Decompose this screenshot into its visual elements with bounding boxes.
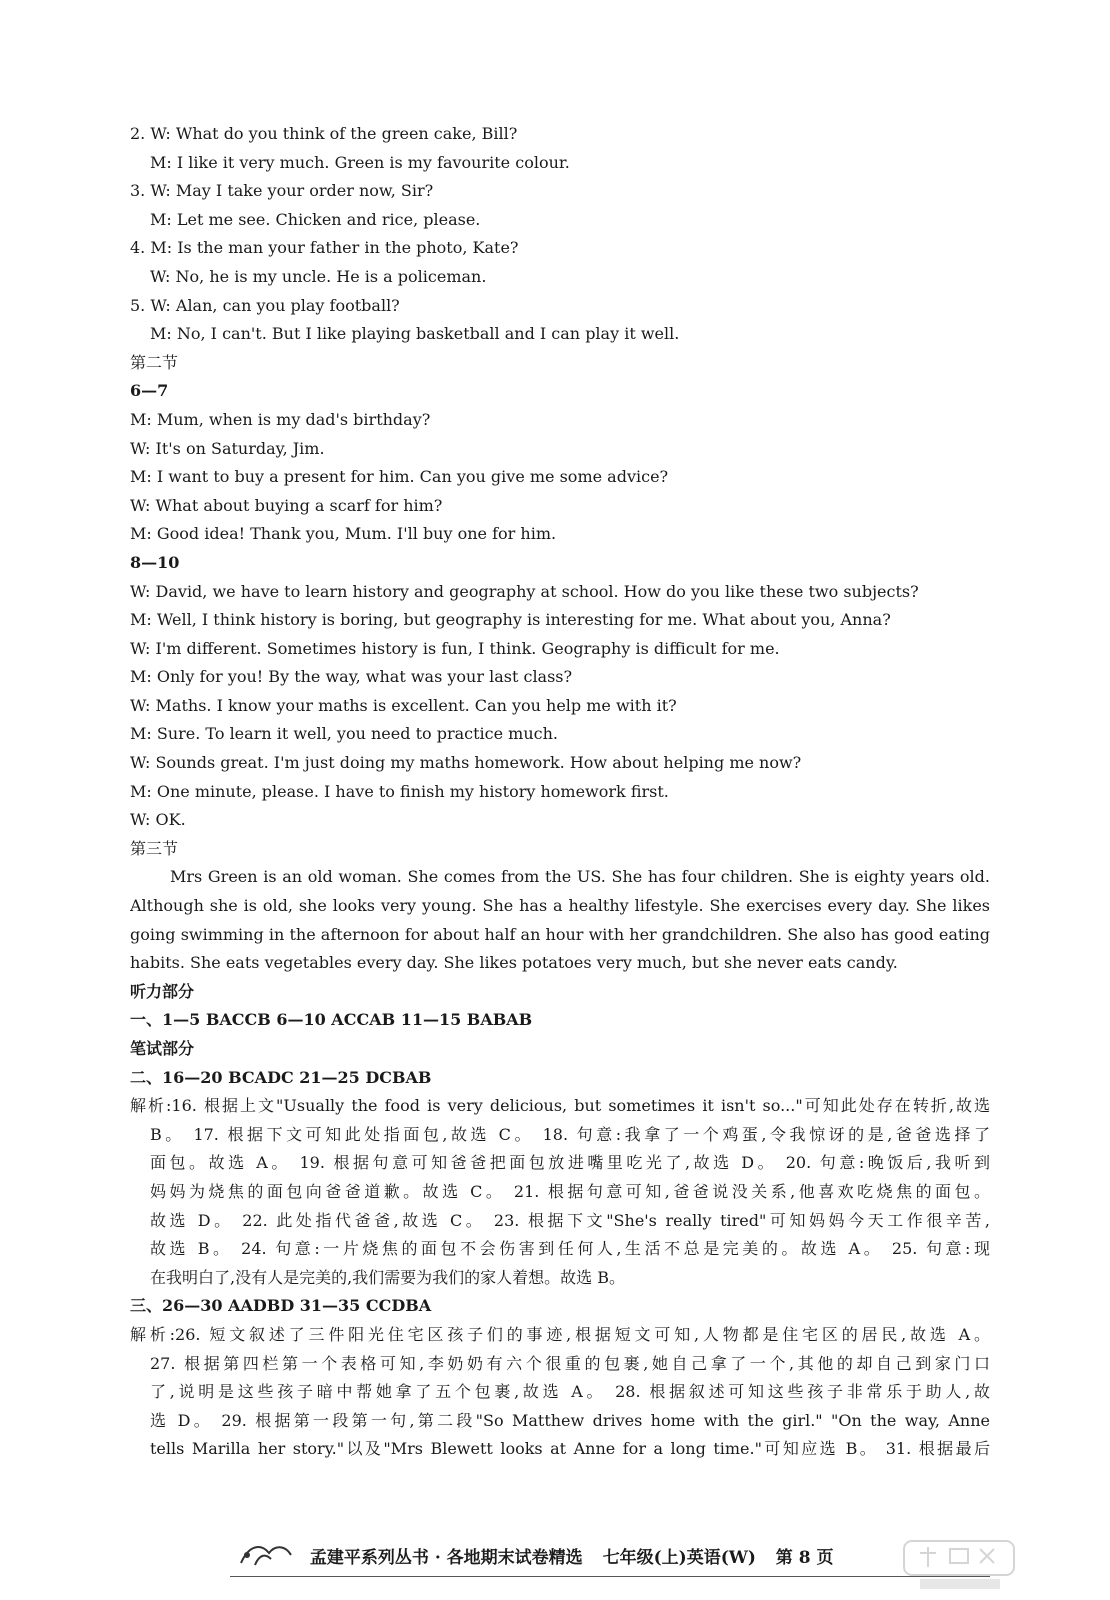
passage-line: Although she is old, she looks very young. She has a healthy lifestyle. She exercises every day. She likes [130,896,990,916]
page-content [130,120,990,1464]
answer-key: 二、16—20 BCADC 21—25 DCBAB [130,1067,432,1087]
explanation-line: 了,说明是这些孩子暗中帮她拿了五个包裹,故选 A。 28. 根据叙述可知这些孩子非常乐于助人,故 [150,1382,990,1402]
watermark-stamp-icon [900,1535,1020,1595]
footer-grade: 七年级(上)英语(W) [602,1548,756,1568]
explanation-line: 解析:26. 短文叙述了三件阳光住宅区孩子们的事迹,根据短文可知,人物都是住宅区的居民,故选 A。 [130,1324,990,1344]
answer-key: 一、1—5 BACCB 6—10 ACCAB 11—15 BABAB [130,1010,533,1030]
dialogue-line: 3. W: May I take your order now, Sir? [130,181,434,201]
passage-line: going swimming in the afternoon for about half an hour with her grandchildren. She also has good eating [130,924,990,944]
dialogue-line: 5. W: Alan, can you play football? [130,295,400,315]
dialogue-line: M: No, I can't. But I like playing basketball and I can play it well. [150,324,680,344]
dialogue-line: W: Sounds great. I'm just doing my maths homework. How about helping me now? [130,753,802,773]
dialogue-line: M: Sure. To learn it well, you need to practice much. [130,724,558,744]
dialogue-line: M: I want to buy a present for him. Can you give me some advice? [130,467,669,487]
dialogue-line: W: What about buying a scarf for him? [130,495,443,515]
explanation-line: 面包。故选 A。 19. 根据句意可知爸爸把面包放进嘴里吃光了,故选 D。 20. 句意:晚饭后,我听到 [150,1153,990,1173]
explanation-line: B。 17. 根据下文可知此处指面包,故选 C。 18. 句意:我拿了一个鸡蛋,令我惊讶的是,爸爸选择了 [150,1124,990,1144]
section-title: 笔试部分 [130,1039,195,1058]
passage-line: habits. She eats vegetables every day. She likes potatoes very much, but she never eats candy. [130,953,898,973]
dialogue-line: W: No, he is my uncle. He is a policeman. [150,266,487,286]
explanation-line: 妈妈为烧焦的面包向爸爸道歉。故选 C。 21. 根据句意可知,爸爸说没关系,他喜欢吃烧焦的面包。 [150,1181,990,1201]
explanation-line: 解析:16. 根据上文"Usually the food is very delicious, but sometimes it isn't so..."可知此处存在转折,故选 [130,1096,990,1116]
dialogue-line: M: One minute, please. I have to finish my history homework first. [130,781,669,801]
dialogue-line: 4. M: Is the man your father in the photo, Kate? [130,238,519,258]
footer-series: 孟建平系列丛书 · 各地期末试卷精选 [309,1548,583,1568]
dialogue-line: M: Mum, when is my dad's birthday? [130,409,431,429]
dialogue-line: 6—7 [130,381,169,401]
dialogue-line: W: I'm different. Sometimes history is fun, I think. Geography is difficult for me. [130,638,780,658]
dialogue-line: M: Let me see. Chicken and rice, please. [150,209,481,229]
explanation-line: 故选 D。 22. 此处指代爸爸,故选 C。 23. 根据下文"She's really tired"可知妈妈今天工作很辛苦, [150,1210,990,1230]
explanation-line: 选 D。 29. 根据第一段第一句,第二段"So Matthew drives home with the girl." "On the way, Anne [150,1410,990,1430]
section-title: 听力部分 [130,981,195,1001]
dialogue-line: W: Maths. I know your maths is excellent. Can you help me with it? [130,695,677,715]
dialogue-line: 第三节 [130,838,179,858]
dialogue-line: M: Only for you! By the way, what was your last class? [130,667,573,687]
explanation-line: 27. 根据第四栏第一个表格可知,李奶奶有六个很重的包裹,她自己拿了一个,其他的却自己到家门口 [150,1353,990,1373]
dialogue-line: W: It's on Saturday, Jim. [130,438,325,458]
dialogue-line: 2. W: What do you think of the green cake, Bill? [130,124,518,143]
page-footer [230,1540,990,1577]
footer-page-number: 第 8 页 [775,1548,834,1568]
explanation-line: tells Marilla her story."以及"Mrs Blewett looks at Anne for a long time."可知应选 B。 31. 根据最后 [150,1439,990,1459]
explanation-line: 在我明白了,没有人是完美的,我们需要为我们的家人着想。故选 B。 [150,1267,626,1287]
dialogue-line: W: David, we have to learn history and geography at school. How do you like these two subjects? [130,581,919,601]
dialogue-line: 8—10 [130,552,180,572]
passage-line: Mrs Green is an old woman. She comes from the US. She has four children. She is eighty years old. [170,867,990,887]
explanation-line: 故选 B。 24. 句意:一片烧焦的面包不会伤害到任何人,生活不总是完美的。故选 A。 25. 句意:现 [150,1239,990,1259]
dialogue-line: M: Well, I think history is boring, but geography is interesting for me. What about you, Anna? [130,610,891,630]
dialogue-line: M: I like it very much. Green is my favourite colour. [150,152,570,172]
dialogue-line: M: Good idea! Thank you, Mum. I'll buy one for him. [130,524,557,544]
dialogue-line: W: OK. [130,810,186,830]
answer-key: 三、26—30 AADBD 31—35 CCDBA [130,1296,432,1316]
dialogue-line: 第二节 [130,352,179,372]
